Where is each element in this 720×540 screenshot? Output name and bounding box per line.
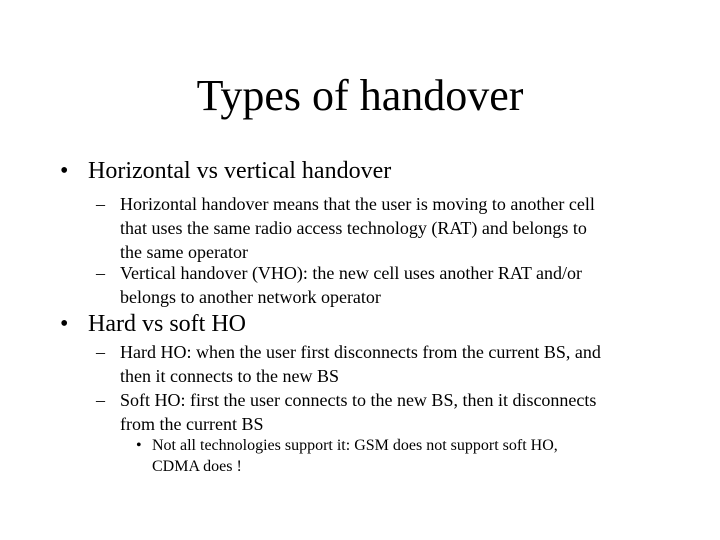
sub-bullet-line: that uses the same radio access technology (RAT) and belongs to (120, 218, 587, 238)
sub-bullet-vertical-handover (96, 261, 680, 309)
dash-marker: – (96, 194, 105, 214)
sub-bullet-line: belongs to another network operator (120, 287, 381, 307)
bullet-marker: • (60, 311, 69, 337)
sub-bullet-line: from the current BS (120, 414, 264, 434)
bullet-hard-vs-soft (60, 310, 688, 338)
dash-marker: – (96, 342, 105, 362)
sub-sub-bullet-line: CDMA does ! (152, 458, 242, 475)
sub-bullet-line: Soft HO: first the user connects to the new BS, then it disconnects (120, 390, 597, 410)
bullet-text: Hard vs soft HO (88, 311, 246, 337)
bullet-text: Horizontal vs vertical handover (88, 158, 392, 184)
bullet-horizontal-vs-vertical (60, 157, 688, 185)
sub-bullet-line: then it connects to the new BS (120, 366, 339, 386)
sub-bullet-hard-ho (96, 340, 680, 388)
dash-marker: – (96, 263, 105, 283)
sub-sub-bullet-line: Not all technologies support it: GSM does not support soft HO, (152, 437, 558, 454)
sub-bullet-horizontal-handover (96, 192, 680, 264)
dash-marker: – (96, 390, 105, 410)
slide-title: Types of handover (196, 71, 524, 120)
bullet-marker: • (60, 158, 69, 184)
sub-sub-bullet-technology-support (136, 435, 652, 477)
sub-bullet-line: Hard HO: when the user first disconnects from the current BS, and (120, 342, 601, 362)
sub-bullet-soft-ho (96, 388, 680, 436)
sub-bullet-line: Vertical handover (VHO): the new cell uses another RAT and/or (120, 263, 583, 283)
bullet-marker: • (136, 437, 142, 454)
sub-bullet-line: the same operator (120, 242, 248, 262)
sub-bullet-line: Horizontal handover means that the user is moving to another cell (120, 194, 595, 214)
